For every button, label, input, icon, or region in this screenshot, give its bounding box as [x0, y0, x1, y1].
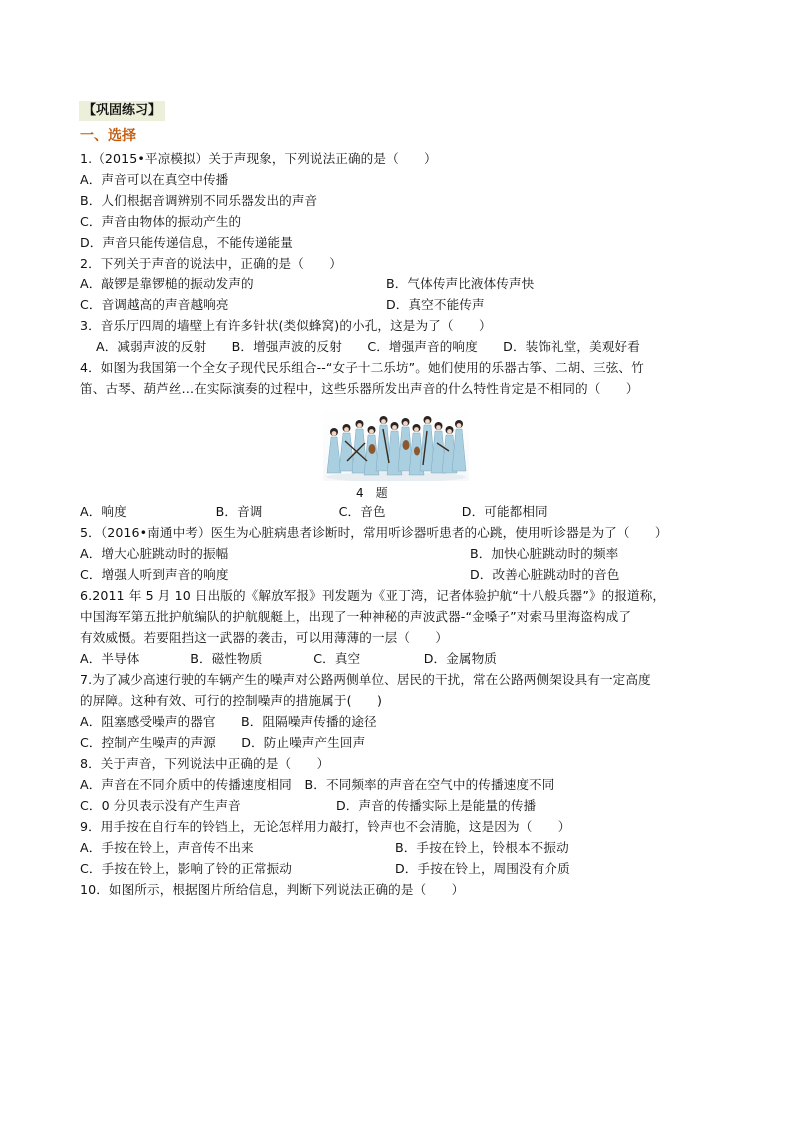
q4-stem-line1: 4．如图为我国第一个全女子现代民乐组合--“女子十二乐坊”。她们使用的乐器古筝、二胡、三弦、竹: [80, 360, 644, 375]
q5-option-b: B．加快心脏跳动时的频率: [470, 546, 619, 561]
figure-caption: 4 题: [356, 486, 388, 500]
q5-option-a: A．增大心脏跳动时的振幅: [80, 546, 229, 561]
q1-option-a: A．声音可以在真空中传播: [80, 172, 229, 187]
section-heading: 一、选择: [80, 128, 136, 144]
q2-option-c: C．音调越高的声音越响亮: [80, 297, 229, 312]
q6-stem-line1: 6.2011 年 5 月 10 日出版的《解放军报》刊发题为《亚丁湾，记者体验护航“十八般兵器”》的报道称，: [80, 588, 666, 603]
q8-stem: 8．关于声音，下列说法中正确的是（ ）: [80, 756, 330, 771]
q5-option-c: C．增强人听到声音的响度: [80, 567, 229, 582]
q4-options: A．响度 B．音调 C．音色 D．可能都相同: [80, 504, 548, 519]
musicians-photo: [323, 407, 469, 481]
q9-options-cd: [80, 859, 570, 879]
q1-option-d: D．声音只能传递信息，不能传递能量: [80, 235, 293, 250]
q1-option-b: B．人们根据音调辨别不同乐器发出的声音: [80, 193, 318, 208]
q7-stem-line2: 的屏障。这种有效、可行的控制噪声的措施属于( ): [80, 693, 382, 708]
q2-option-b: B．气体传声比液体传声快: [386, 276, 535, 291]
q5-option-d: D．改善心脏跳动时的音色: [470, 567, 620, 582]
q4-stem-line2: 笛、古琴、葫芦丝…在实际演奏的过程中，这些乐器所发出声音的什么特性肯定是不相同的（ ）: [80, 381, 639, 396]
q6-stem-line3: 有效威慑。若要阻挡这一武器的袭击，可以用薄薄的一层（ ）: [80, 630, 449, 645]
q5-options-cd: [80, 565, 620, 585]
q2-option-a: A．敲锣是靠锣槌的振动发声的: [80, 276, 254, 291]
q2-stem: 2．下列关于声音的说法中，正确的是（ ）: [80, 256, 342, 271]
q10-stem: 10．如图所示，根据图片所给信息，判断下列说法正确的是（ ）: [80, 882, 465, 897]
q1-option-c: C．声音由物体的振动产生的: [80, 214, 242, 229]
q7-stem-line1: 7.为了减少高速行驶的车辆产生的噪声对公路两侧单位、居民的干扰，常在公路两侧架设具有一定高度: [80, 672, 651, 687]
q2-options-ab: [80, 274, 535, 294]
q9-option-a: A．手按在铃上，声音传不出来: [80, 840, 254, 855]
q9-option-c: C．手按在铃上，影响了铃的正常振动: [80, 861, 292, 876]
section-tag: 【巩固练习】: [79, 101, 165, 121]
q5-stem: 5．（2016•南通中考）医生为心脏病患者诊断时，常用听诊器听患者的心跳，使用听诊器是为了（ ）: [80, 525, 668, 540]
q7-options-ab: A．阻塞感受噪声的器官 B．阻隔噪声传播的途径: [80, 714, 377, 729]
q8-options-cd: [80, 796, 537, 816]
q2-options-cd: [80, 295, 485, 315]
q2-option-d: D．真空不能传声: [386, 297, 485, 312]
q8-options-ab: A．声音在不同介质中的传播速度相同 B．不同频率的声音在空气中的传播速度不同: [80, 777, 555, 792]
q3-stem: 3．音乐厅四周的墙壁上有许多针状(类似蜂窝)的小孔，这是为了（ ）: [80, 318, 492, 333]
q6-options: A．半导体 B．磁性物质 C．真空 D．金属物质: [80, 651, 497, 666]
q5-options-ab: [80, 544, 619, 564]
q9-stem: 9．用手按在自行车的铃铛上，无论怎样用力敲打，铃声也不会清脆，这是因为（ ）: [80, 819, 571, 834]
q9-options-ab: [80, 838, 569, 858]
performer-figures: [327, 416, 466, 475]
q6-stem-line2: 中国海军第五批护航编队的护航舰艇上，出现了一种神秘的声波武器-“金嗓子”对索马里海盗构成了: [80, 609, 632, 624]
q8-option-c: C．0 分贝表示没有产生声音: [80, 798, 241, 813]
q8-option-d: D．声音的传播实际上是能量的传播: [336, 798, 537, 813]
q7-options-cd: C．控制产生噪声的声源 D．防止噪声产生回声: [80, 735, 366, 750]
q9-option-b: B．手按在铃上，铃根本不振动: [395, 840, 569, 855]
q1-stem: 1.（2015•平凉模拟）关于声现象，下列说法正确的是（ ）: [80, 151, 437, 166]
q3-options: A．减弱声波的反射 B．增强声波的反射 C．增强声音的响度 D．装饰礼堂，美观好看: [96, 339, 640, 354]
q9-option-d: D．手按在铃上，周围没有介质: [395, 861, 570, 876]
